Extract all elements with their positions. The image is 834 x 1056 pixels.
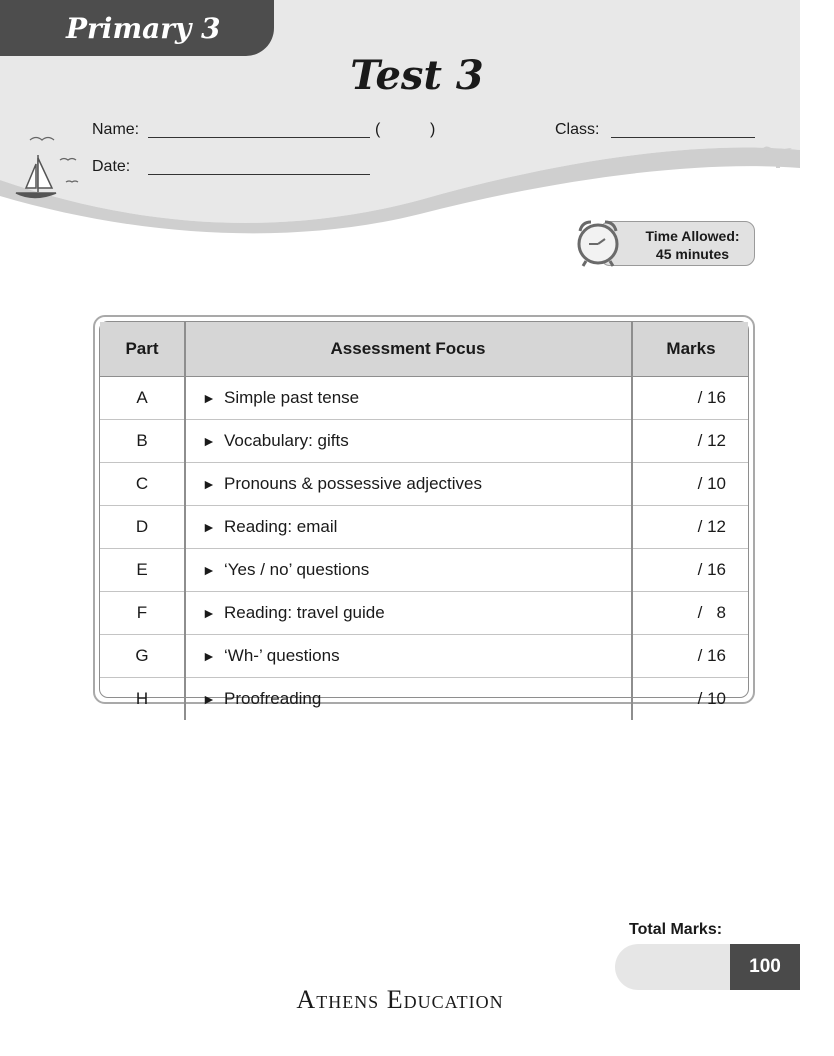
marks-cell: / 16 <box>632 549 748 592</box>
total-marks-label: Total Marks: <box>629 921 723 938</box>
triangle-right-icon: ► <box>202 691 216 707</box>
part-cell: F <box>100 592 185 635</box>
focus-text: Reading: email <box>224 517 338 536</box>
marks-cell: / 12 <box>632 420 748 463</box>
triangle-right-icon: ► <box>202 390 216 406</box>
focus-text: Vocabulary: gifts <box>224 431 349 450</box>
focus-cell <box>185 678 632 721</box>
part-cell: D <box>100 506 185 549</box>
table-row <box>100 463 748 506</box>
marks-cell: / 10 <box>632 678 748 721</box>
alarm-clock-icon <box>572 214 628 270</box>
focus-text: Pronouns & possessive adjectives <box>224 474 482 493</box>
table-row <box>100 420 748 463</box>
part-cell: A <box>100 377 185 420</box>
focus-cell <box>185 420 632 463</box>
triangle-right-icon: ► <box>202 519 216 535</box>
header-assessment-focus: Assessment Focus <box>185 322 632 377</box>
marks-cell: / 12 <box>632 506 748 549</box>
register-number-close: ) <box>430 121 436 138</box>
assessment-table <box>93 315 755 708</box>
focus-text: Proofreading <box>224 689 322 708</box>
table-row <box>100 635 748 678</box>
name-label: Name: <box>92 121 140 138</box>
part-cell: E <box>100 549 185 592</box>
date-label: Date: <box>92 158 131 175</box>
focus-text: Reading: travel guide <box>224 603 385 622</box>
triangle-right-icon: ► <box>202 476 216 492</box>
table-header-row <box>100 322 748 377</box>
table-row <box>100 678 748 721</box>
triangle-right-icon: ► <box>202 648 216 664</box>
header-marks: Marks <box>632 322 748 377</box>
table-row <box>100 592 748 635</box>
part-cell: B <box>100 420 185 463</box>
part-cell: C <box>100 463 185 506</box>
page-title: Test 3 <box>350 52 484 99</box>
total-marks-value: 100 <box>730 944 800 990</box>
focus-cell <box>185 549 632 592</box>
part-cell: G <box>100 635 185 678</box>
table-row <box>100 377 748 420</box>
focus-cell <box>185 377 632 420</box>
focus-text: ‘Yes / no’ questions <box>224 560 370 579</box>
focus-text: ‘Wh-’ questions <box>224 646 340 665</box>
header-part: Part <box>100 322 185 377</box>
focus-text: Simple past tense <box>224 388 360 407</box>
publisher-logo: Athens Education <box>296 985 504 1014</box>
marks-cell: / 16 <box>697 388 726 407</box>
time-allowed-label: Time Allowed: <box>645 228 740 244</box>
focus-cell <box>185 463 632 506</box>
marks-cell: / 16 <box>632 635 748 678</box>
part-cell: H <box>100 678 185 721</box>
triangle-right-icon: ► <box>202 562 216 578</box>
register-number-open: ( <box>375 121 381 138</box>
level-tab: Primary 3 <box>0 0 274 56</box>
date-field[interactable] <box>148 174 370 175</box>
marks-cell: / 10 <box>632 463 748 506</box>
triangle-right-icon: ► <box>202 433 216 449</box>
table-row <box>100 549 748 592</box>
time-allowed-value: 45 minutes <box>655 246 730 262</box>
class-field[interactable] <box>611 137 755 138</box>
name-field[interactable] <box>148 137 370 138</box>
focus-cell <box>185 506 632 549</box>
marks-cell: / 8 <box>632 592 748 635</box>
focus-cell <box>185 592 632 635</box>
table-row <box>100 506 748 549</box>
focus-cell <box>185 635 632 678</box>
triangle-right-icon: ► <box>202 605 216 621</box>
class-label: Class: <box>555 121 600 138</box>
